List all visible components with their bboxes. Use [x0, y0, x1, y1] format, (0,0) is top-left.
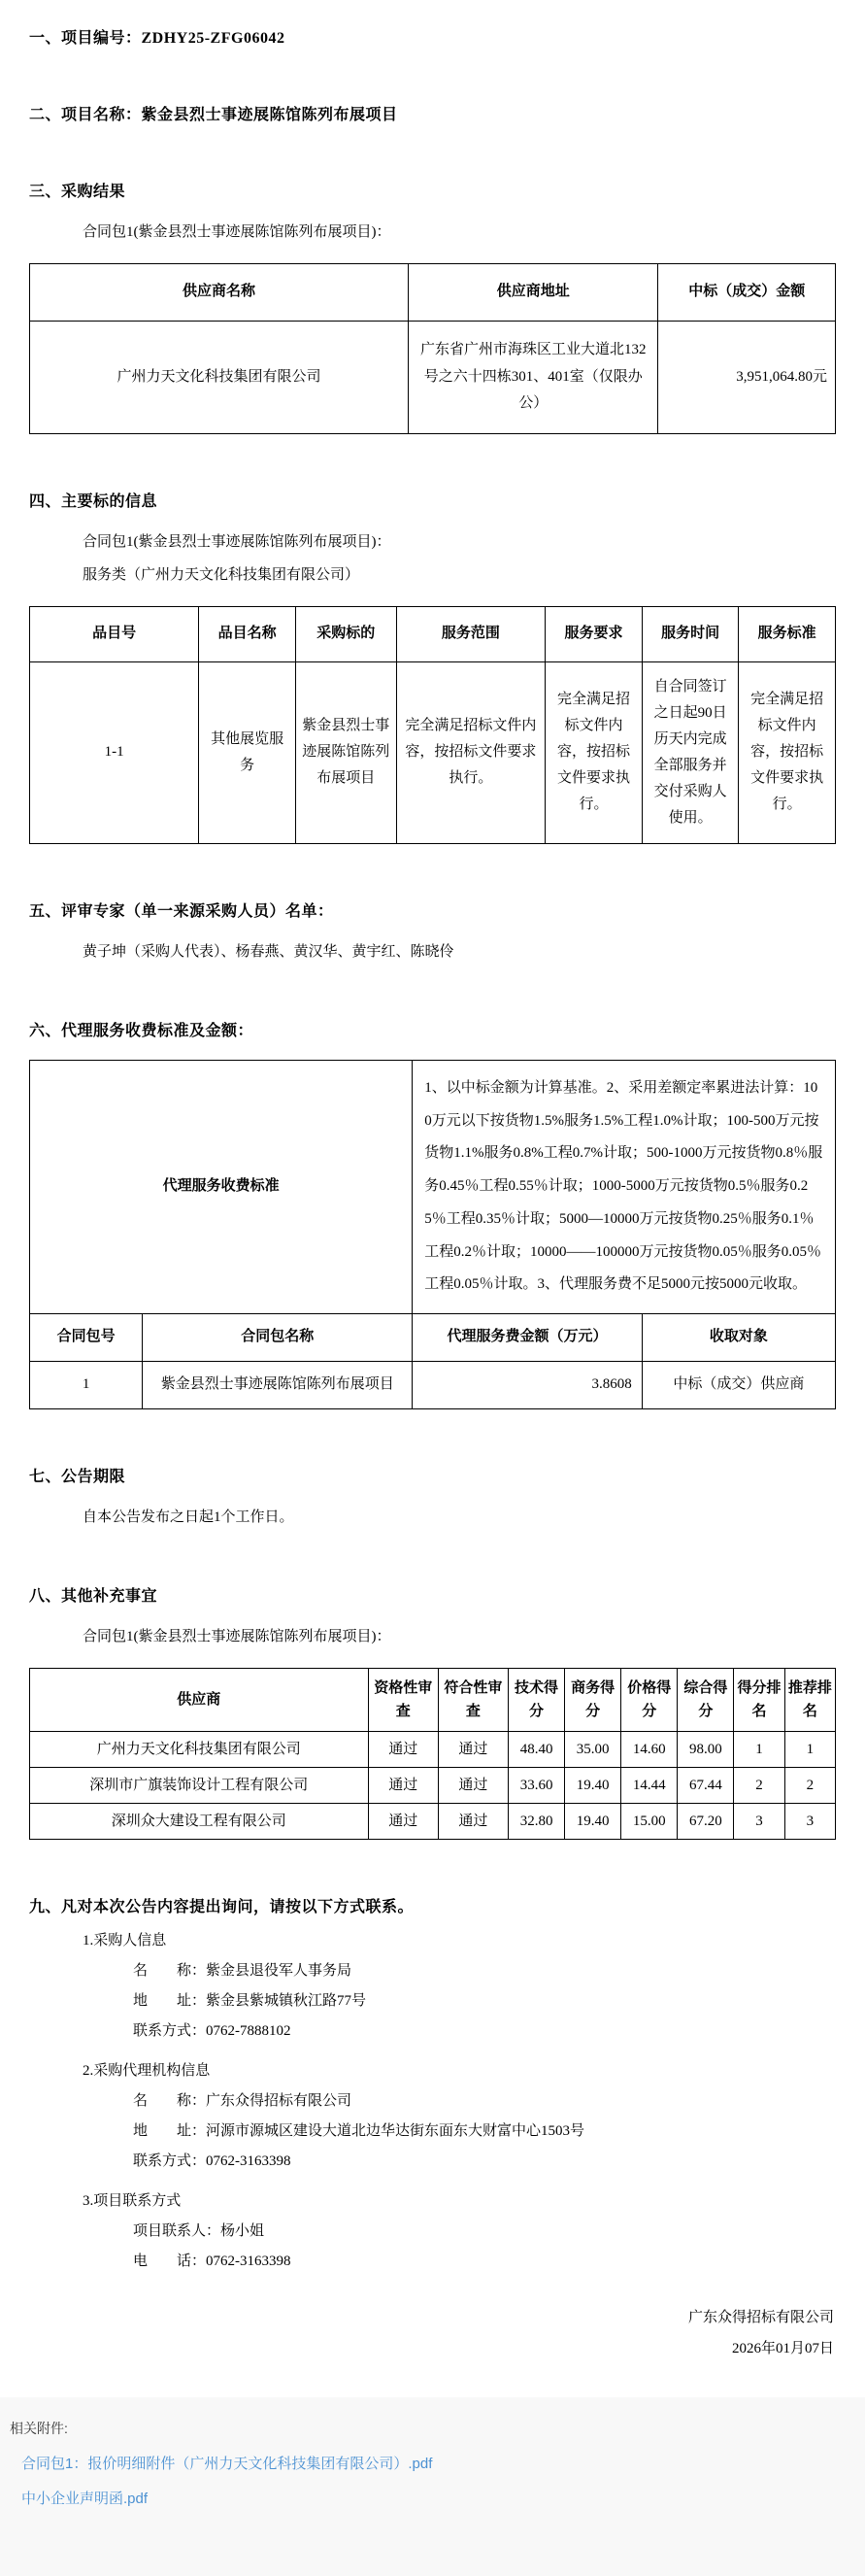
- item-requirement-cell: 完全满足招标文件内容，按招标文件要求执行。: [546, 661, 643, 843]
- table-row: [30, 1731, 836, 1767]
- fee-package-name-cell: 紫金县烈士事迹展陈馆陈列布展项目: [143, 1361, 413, 1408]
- score-technical-cell: 32.80: [509, 1803, 565, 1839]
- items-table-header-row: [30, 607, 836, 662]
- fee-payer-cell: 中标（成交）供应商: [642, 1361, 835, 1408]
- recommend-rank-cell: 2: [784, 1767, 835, 1803]
- agency-address: 地 址：河源市源城区建设大道北边华达街东面东大财富中心1503号: [133, 2122, 585, 2139]
- fee-table-header-row: [30, 1314, 836, 1362]
- subject-package-intro: 合同包1(紫金县烈士事迹展陈馆陈列布展项目)：: [83, 534, 391, 550]
- score-supplier-cell: 深圳市广旗装饰设计工程有限公司: [30, 1767, 369, 1803]
- result-table-header-row: [30, 264, 836, 322]
- result-col-supplier-name: 供应商名称: [30, 264, 409, 322]
- subject-category-intro: 服务类（广州力天文化科技集团有限公司）: [83, 567, 360, 583]
- purchaser-name: 名 称：紫金县退役军人事务局: [133, 1962, 352, 1979]
- agency-contact: 联系方式：0762-3163398: [133, 2152, 291, 2169]
- score-rank-cell: 3: [734, 1803, 784, 1839]
- table-row: [30, 1803, 836, 1839]
- award-amount-cell: 3,951,064.80元: [658, 321, 836, 433]
- result-table: [29, 263, 836, 434]
- purchaser-address: 地 址：紫金县紫城镇秋江路77号: [133, 1992, 367, 2009]
- score-total-cell: 67.44: [678, 1767, 734, 1803]
- score-business-cell: 19.40: [565, 1767, 621, 1803]
- result-col-award-amount: 中标（成交）金额: [658, 264, 836, 322]
- project-number-heading: 一、项目编号：ZDHY25-ZFG06042: [29, 30, 285, 47]
- score-technical-cell: 33.60: [509, 1767, 565, 1803]
- item-col-time: 服务时间: [642, 607, 739, 662]
- fee-amount-cell: 3.8608: [413, 1361, 643, 1408]
- score-supplier-cell: 广州力天文化科技集团有限公司: [30, 1731, 369, 1767]
- score-qualification-cell: 通过: [368, 1767, 438, 1803]
- score-total-cell: 98.00: [678, 1731, 734, 1767]
- fee-col-amount: 代理服务费金额（万元）: [413, 1314, 643, 1362]
- project-contact-phone: 电 话：0762-3163398: [133, 2253, 291, 2269]
- score-supplier-cell: 深圳众大建设工程有限公司: [30, 1803, 369, 1839]
- main-subject-heading: 四、主要标的信息: [29, 493, 158, 510]
- item-standard-cell: 完全满足招标文件内容，按招标文件要求执行。: [739, 661, 836, 843]
- score-conformity-cell: 通过: [438, 1767, 508, 1803]
- score-col-technical: 技术得分: [509, 1668, 565, 1731]
- other-matters-intro: 合同包1(紫金县烈士事迹展陈馆陈列布展项目)：: [83, 1628, 391, 1644]
- purchaser-info-title: 1.采购人信息: [83, 1932, 167, 1949]
- signature-block: [29, 2302, 836, 2364]
- project-contact-person: 项目联系人：杨小姐: [133, 2222, 265, 2239]
- item-subject-cell: 紫金县烈士事迹展陈馆陈列布展项目: [295, 661, 396, 843]
- supplier-address-cell: 广东省广州市海珠区工业大道北132号之六十四栋301、401室（仅限办公）: [409, 321, 658, 433]
- score-col-supplier: 供应商: [30, 1668, 369, 1731]
- item-col-number: 品目号: [30, 607, 199, 662]
- attachments-footer: [0, 2397, 865, 2576]
- table-row: [30, 321, 836, 433]
- result-col-supplier-address: 供应商地址: [409, 264, 658, 322]
- fee-standard-row: [30, 1060, 836, 1313]
- table-row: [30, 1767, 836, 1803]
- score-conformity-cell: 通过: [438, 1731, 508, 1767]
- item-col-standard: 服务标准: [739, 607, 836, 662]
- announcement-period-heading: 七、公告期限: [29, 1468, 126, 1485]
- fee-col-package-name: 合同包名称: [143, 1314, 413, 1362]
- agency-fee-heading: 六、代理服务收费标准及金额：: [29, 1022, 254, 1039]
- fee-standard-text: 1、以中标金额为计算基准。2、采用差额定率累进法计算：100万元以下按货物1.5%服务1.5%工程1.0%计取；100-500万元按货物1.1%服务0.8%工程0.7%计取；500-1000万元按货物0.8％服务0.45％工程0.55％计取；1000-5000万元按货物0.5％服务0.25％工程0.35％计取；5000—10000万元按货物0.25％服务0.1％工程0.2％计取；10000——100000万元按货物0.05％服务0.05％工程0.05％计取。3、代理服务费不足5000元按5000元收取。: [413, 1060, 836, 1313]
- score-col-qualification: 资格性审查: [368, 1668, 438, 1731]
- procurement-result-heading: 三、采购结果: [29, 184, 126, 200]
- other-matters-heading: 八、其他补充事宜: [29, 1587, 158, 1605]
- project-contact-title: 3.项目联系方式: [83, 2192, 182, 2209]
- item-col-name: 品目名称: [199, 607, 296, 662]
- item-col-subject: 采购标的: [295, 607, 396, 662]
- attachments-label: 相关附件:: [10, 2420, 68, 2436]
- fee-package-number-cell: 1: [30, 1361, 143, 1408]
- score-business-cell: 19.40: [565, 1803, 621, 1839]
- contact-section-heading: 九、凡对本次公告内容提出询问，请按以下方式联系。: [29, 1898, 415, 1915]
- item-name-cell: 其他展览服务: [199, 661, 296, 843]
- score-price-cell: 15.00: [621, 1803, 678, 1839]
- score-business-cell: 35.00: [565, 1731, 621, 1767]
- item-scope-cell: 完全满足招标文件内容，按招标文件要求执行。: [396, 661, 546, 843]
- agency-fee-table: [29, 1060, 836, 1409]
- fee-standard-label: 代理服务收费标准: [30, 1060, 413, 1313]
- announcement-period-body: 自本公告发布之日起1个工作日。: [83, 1508, 294, 1525]
- score-rank-cell: 2: [734, 1767, 784, 1803]
- attachment-link-quotation-pdf[interactable]: 合同包1：报价明细附件（广州力天文化科技集团有限公司）.pdf: [21, 2455, 433, 2472]
- agency-info-title: 2.采购代理机构信息: [83, 2062, 211, 2079]
- score-col-score-rank: 得分排名: [734, 1668, 784, 1731]
- score-table-header-row: [30, 1668, 836, 1731]
- signature-date: 2026年01月07日: [731, 2340, 834, 2356]
- score-col-conformity: 符合性审查: [438, 1668, 508, 1731]
- fee-col-payer: 收取对象: [642, 1314, 835, 1362]
- supplier-name-cell: 广州力天文化科技集团有限公司: [30, 321, 409, 433]
- score-technical-cell: 48.40: [509, 1731, 565, 1767]
- score-price-cell: 14.44: [621, 1767, 678, 1803]
- item-number-cell: 1-1: [30, 661, 199, 843]
- recommend-rank-cell: 1: [784, 1731, 835, 1767]
- score-col-business: 商务得分: [565, 1668, 621, 1731]
- recommend-rank-cell: 3: [784, 1803, 835, 1839]
- agency-name: 名 称：广东众得招标有限公司: [133, 2092, 352, 2109]
- score-total-cell: 67.20: [678, 1803, 734, 1839]
- review-experts-names: 黄子坤（采购人代表）、杨春燕、黄汉华、黄宇红、陈晓伶: [83, 943, 454, 960]
- score-conformity-cell: 通过: [438, 1803, 508, 1839]
- table-row: [30, 661, 836, 843]
- score-price-cell: 14.60: [621, 1731, 678, 1767]
- supplier-score-table: [29, 1668, 836, 1840]
- score-col-recommend-rank: 推荐排名: [784, 1668, 835, 1731]
- table-row: [30, 1361, 836, 1408]
- fee-col-package-number: 合同包号: [30, 1314, 143, 1362]
- item-col-scope: 服务范围: [396, 607, 546, 662]
- attachment-link-sme-declaration-pdf[interactable]: 中小企业声明函.pdf: [21, 2490, 149, 2507]
- result-package-intro: 合同包1(紫金县烈士事迹展陈馆陈列布展项目)：: [83, 224, 391, 240]
- signature-company: 广东众得招标有限公司: [687, 2309, 834, 2325]
- item-col-requirement: 服务要求: [546, 607, 643, 662]
- item-time-cell: 自合同签订之日起90日历天内完成全部服务并交付采购人使用。: [642, 661, 739, 843]
- review-experts-heading: 五、评审专家（单一来源采购人员）名单：: [29, 902, 334, 920]
- score-qualification-cell: 通过: [368, 1803, 438, 1839]
- score-rank-cell: 1: [734, 1731, 784, 1767]
- purchaser-contact: 联系方式：0762-7888102: [133, 2022, 291, 2039]
- score-qualification-cell: 通过: [368, 1731, 438, 1767]
- subject-items-table: [29, 606, 836, 844]
- score-col-price: 价格得分: [621, 1668, 678, 1731]
- score-col-total: 综合得分: [678, 1668, 734, 1731]
- project-name-heading: 二、项目名称：紫金县烈士事迹展陈馆陈列布展项目: [29, 107, 398, 123]
